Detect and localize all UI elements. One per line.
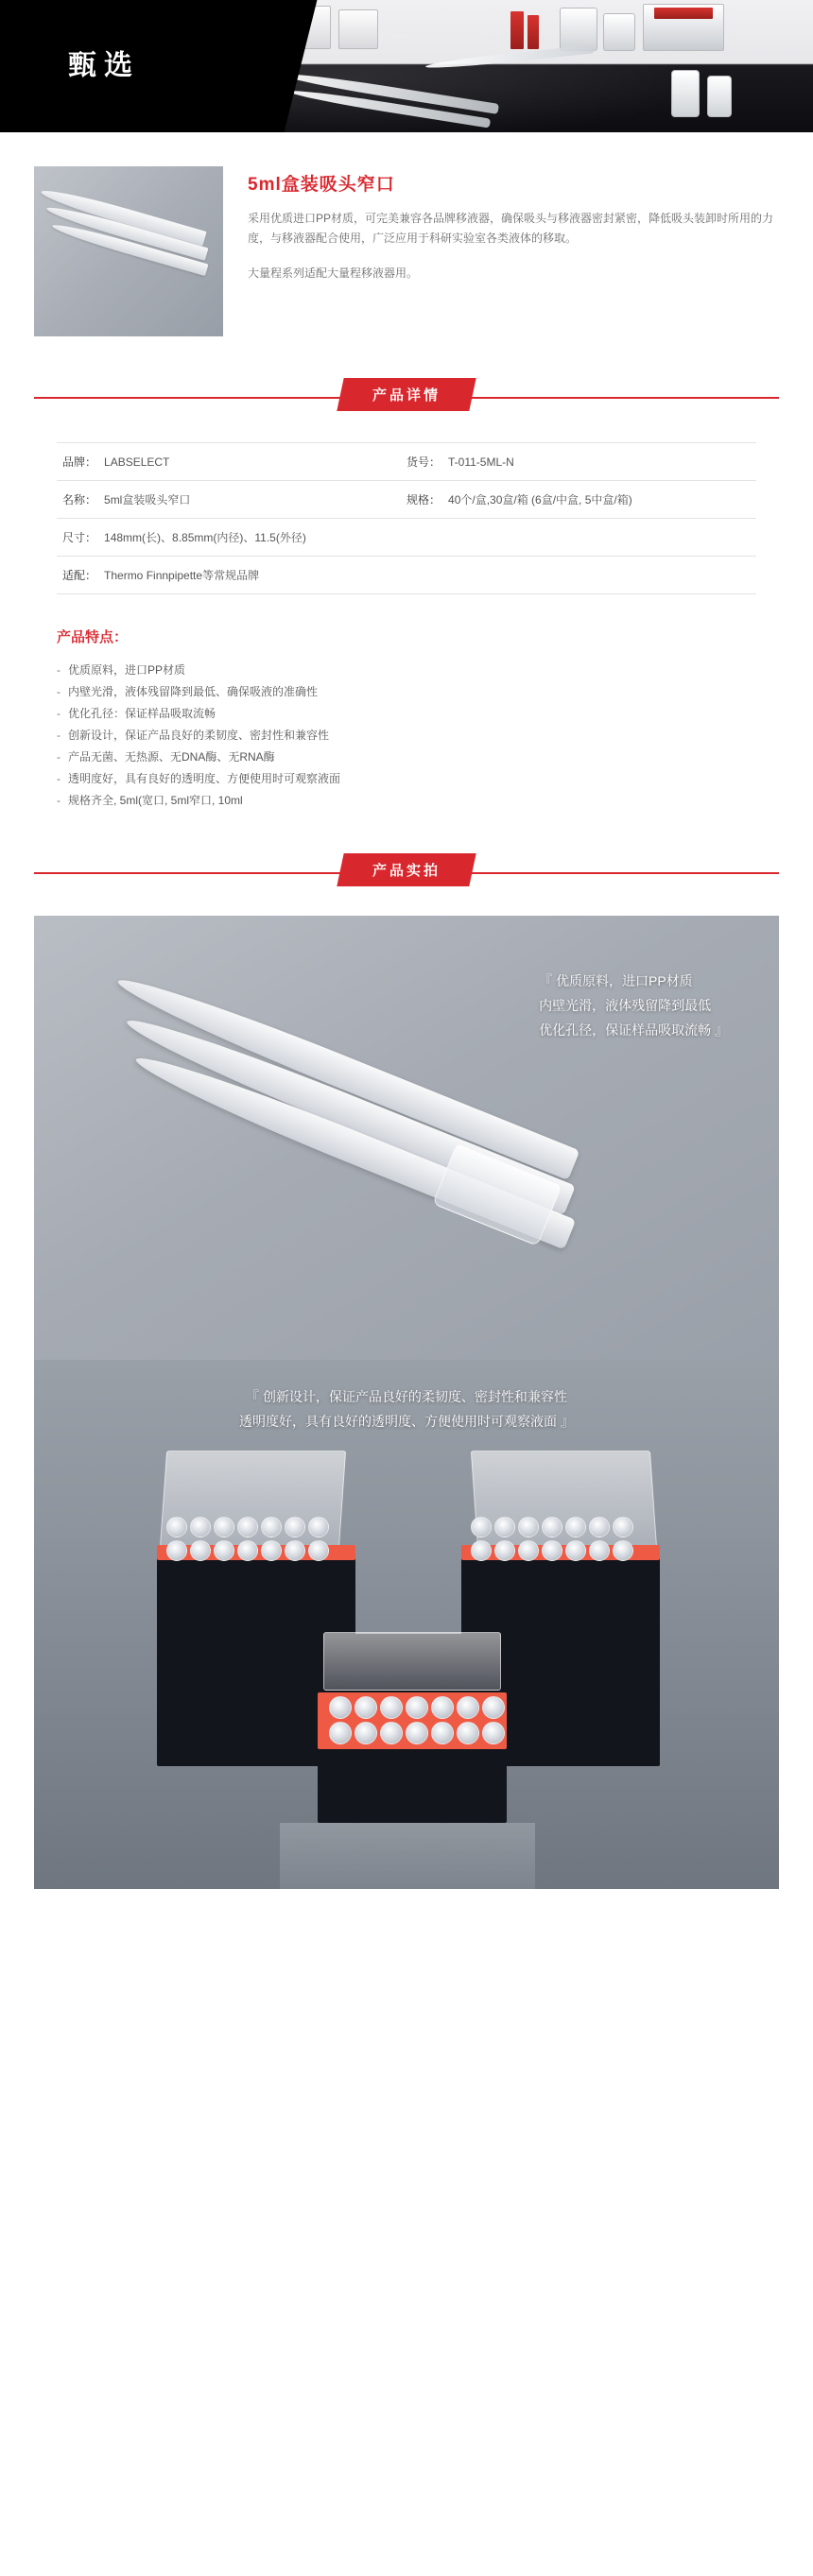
features-title: 产品特点：	[57, 629, 129, 645]
tip-dot	[431, 1722, 454, 1744]
tip-dot	[355, 1722, 377, 1744]
spec-cell-size	[62, 529, 751, 545]
tip-dot	[494, 1540, 515, 1561]
hero-section	[0, 132, 813, 336]
tip-dot	[190, 1517, 211, 1537]
tip-dot	[329, 1696, 352, 1719]
tip-dot	[431, 1696, 454, 1719]
spec-value-packaging: 40个/盒,30盒/箱 (6盒/中盒, 5中盒/箱)	[448, 493, 632, 507]
tip-dot	[214, 1517, 234, 1537]
spec-cell-brand	[62, 454, 406, 470]
top-banner	[0, 0, 813, 132]
tip-dot	[190, 1540, 211, 1561]
quote-close-icon: 』	[715, 1022, 728, 1038]
tip-dot	[457, 1722, 479, 1744]
photo2-text-2: 透明度好，具有良好的透明度、方便使用时可观察液面	[239, 1414, 558, 1429]
tips-grid-center	[329, 1696, 505, 1744]
photo-plinth	[280, 1823, 535, 1889]
tip-dot	[494, 1517, 515, 1537]
photo1-caption-line-2	[539, 993, 728, 1018]
section-title-detail: 产品详情	[348, 378, 465, 411]
tip-dot	[261, 1517, 282, 1537]
section-title-photos: 产品实拍	[348, 853, 465, 886]
table-row	[57, 557, 756, 594]
spec-key-sku: 货号：	[406, 455, 441, 469]
spec-cell-name	[62, 491, 406, 507]
hero-product-image	[34, 166, 223, 336]
banner-brand-title: 甄选	[68, 49, 140, 82]
spec-key-packaging: 规格：	[406, 493, 441, 507]
list-item: - 优化孔径：保证样品吸取流畅	[57, 703, 756, 725]
tip-dot	[166, 1540, 187, 1561]
quote-open-icon: 『	[246, 1389, 260, 1404]
spec-table	[57, 442, 756, 594]
tip-dot	[261, 1540, 282, 1561]
section-header-photos	[34, 853, 779, 893]
photo1-text-3: 优化孔径，保证样品吸取流畅	[539, 1022, 712, 1038]
table-row	[57, 481, 756, 519]
tip-dot	[166, 1517, 187, 1537]
photo2-text-1: 创新设计，保证产品良好的柔韧度、密封性和兼容性	[262, 1389, 567, 1404]
photo1-text-1: 优质原料，进口PP材质	[556, 973, 693, 988]
hero-paragraph-1: 采用优质进口PP材质，可完美兼容各品牌移液器，确保吸头与移液器密封紧密，降低吸头装卸时所用的力度，与移液器配合使用，广泛应用于科研实验室各类液体的移取。	[248, 212, 774, 245]
tip-dot	[380, 1722, 403, 1744]
tip-dot	[237, 1540, 258, 1561]
banner-cap-2	[603, 13, 635, 51]
tip-dot	[285, 1517, 305, 1537]
table-row	[57, 519, 756, 557]
product-photo-boxes	[34, 1360, 779, 1889]
list-item: - 产品无菌、无热源、无DNA酶、无RNA酶	[57, 747, 756, 768]
photo1-text-2: 内壁光滑，液体残留降到最低	[539, 998, 712, 1013]
spec-key-brand: 品牌：	[62, 455, 97, 469]
tip-dot	[565, 1540, 586, 1561]
list-item: - 内壁光滑，液体残留降到最低、确保吸液的准确性	[57, 681, 756, 703]
tips-grid-right	[471, 1517, 633, 1561]
tip-dot	[542, 1540, 562, 1561]
tip-dot	[308, 1540, 329, 1561]
banner-red-vial-2	[528, 15, 539, 49]
photo1-caption-line-3	[539, 1018, 728, 1042]
quote-close-icon: 』	[560, 1414, 574, 1429]
banner-red-vial-1	[510, 11, 524, 49]
tip-dot	[542, 1517, 562, 1537]
tip-dot	[471, 1540, 492, 1561]
photo2-caption-line-2	[34, 1409, 779, 1434]
banner-photo-items	[227, 0, 813, 132]
spec-key-name: 名称：	[62, 493, 97, 507]
tip-dot	[482, 1696, 505, 1719]
tip-dot	[308, 1517, 329, 1537]
hero-text-block	[248, 166, 779, 336]
tip-dot	[471, 1517, 492, 1537]
photo2-caption-line-1	[34, 1384, 779, 1409]
spec-value-sku: T-011-5ML-N	[448, 455, 514, 469]
section-tag-wrap	[348, 853, 465, 886]
banner-label-red	[654, 8, 713, 19]
tip-dot	[589, 1517, 610, 1537]
spec-value-size: 148mm(长)、8.85mm(内径)、11.5(外径)	[104, 531, 306, 544]
tip-dot	[237, 1517, 258, 1537]
banner-bottle-1	[671, 70, 700, 117]
list-item: - 规格齐全, 5ml(宽口, 5ml窄口, 10ml	[57, 790, 756, 812]
spec-value-brand: LABSELECT	[104, 455, 170, 469]
tip-dot	[355, 1696, 377, 1719]
quote-open-icon: 『	[539, 973, 553, 988]
tip-dot	[589, 1540, 610, 1561]
tip-dot	[565, 1517, 586, 1537]
tip-dot	[329, 1722, 352, 1744]
spec-value-compat: Thermo Finnpipette等常规品牌	[104, 569, 260, 582]
spec-cell-compat	[62, 567, 751, 583]
list-item: - 创新设计，保证产品良好的柔韧度、密封性和兼容性	[57, 725, 756, 747]
section-tag-wrap	[348, 378, 465, 411]
banner-bottle-2	[707, 76, 732, 117]
tip-dot	[380, 1696, 403, 1719]
photo1-caption	[539, 969, 728, 1042]
tip-dot	[518, 1540, 539, 1561]
tip-dot	[613, 1517, 633, 1537]
table-row	[57, 443, 756, 481]
features-list	[57, 660, 756, 812]
photo-gallery	[34, 916, 779, 1889]
spec-key-size: 尺寸：	[62, 531, 97, 544]
box-lid-center	[323, 1632, 501, 1691]
list-item: - 透明度好，具有良好的透明度、方便使用时可观察液面	[57, 768, 756, 790]
section-header-detail	[34, 378, 779, 418]
product-photo-tips	[34, 916, 779, 1360]
hero-paragraph-2: 大量程系列适配大量程移液器用。	[248, 266, 419, 280]
tip-dot	[214, 1540, 234, 1561]
photo1-caption-line-1	[539, 969, 728, 993]
list-item: - 优质原料，进口PP材质	[57, 660, 756, 681]
spec-key-compat: 适配：	[62, 569, 97, 582]
tip-dot	[457, 1696, 479, 1719]
tip-dot	[406, 1722, 428, 1744]
tip-dot	[613, 1540, 633, 1561]
spec-value-name: 5ml盒装吸头窄口	[104, 493, 191, 507]
tip-dot	[482, 1722, 505, 1744]
tips-grid-left	[166, 1517, 329, 1561]
banner-box-2	[338, 9, 378, 49]
tip-dot	[406, 1696, 428, 1719]
tip-dot	[518, 1517, 539, 1537]
page-title: 5ml盒装吸头窄口	[248, 175, 395, 195]
tip-dot	[285, 1540, 305, 1561]
banner-photo	[227, 0, 813, 132]
photo2-caption	[34, 1384, 779, 1434]
spec-cell-packaging	[406, 491, 751, 507]
features-block	[57, 627, 756, 812]
spec-cell-sku	[406, 454, 751, 470]
